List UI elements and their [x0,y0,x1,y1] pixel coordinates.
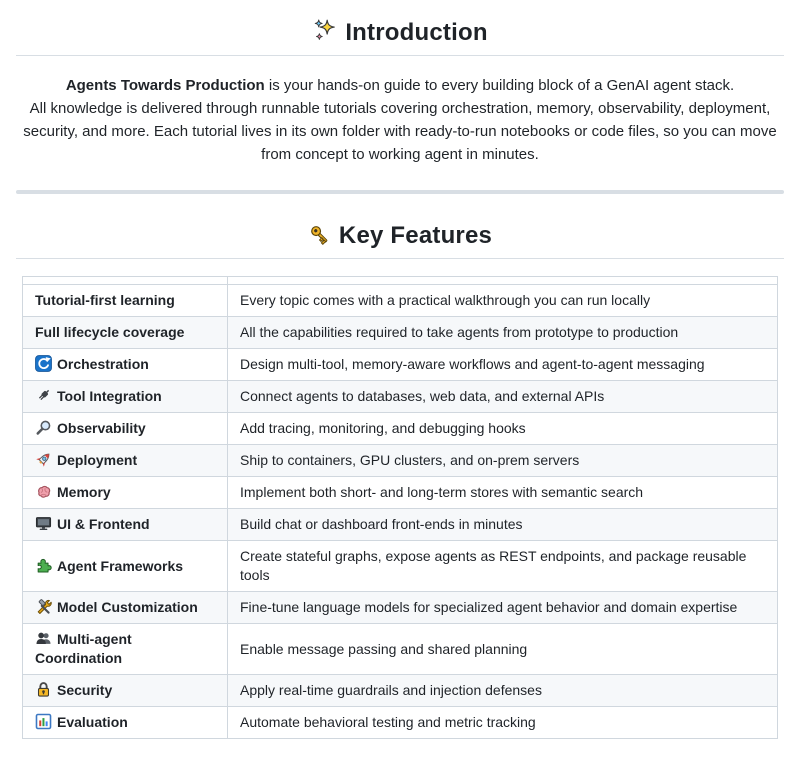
table-row [23,445,778,477]
feature-name-cell [23,707,228,739]
intro-lead-rest: is your hands-on guide to every building block of a GenAI agent stack. [264,77,735,94]
feature-description-cell: Apply real-time guardrails and injection defenses [228,675,778,707]
feature-description-cell: Connect agents to databases, web data, and external APIs [228,381,778,413]
feature-description-cell: Build chat or dashboard front-ends in minutes [228,509,778,541]
feature-description-cell: Enable message passing and shared planning [228,624,778,675]
feature-label: Observability [57,420,146,436]
intro-heading-text: Introduction [345,19,488,46]
feature-label: Tool Integration [57,388,162,404]
feature-label: Deployment [57,452,138,468]
intro-body-text: All knowledge is delivered through runnable tutorials covering orchestration, memory, observability, deployment, security, and more. Each tutorial lives in its own folder with ready-to-run notebooks or code files, so you can move from concept to working agent in minutes. [23,100,777,163]
table-row [23,317,778,349]
feature-name-cell [23,317,228,349]
feature-label: Security [57,682,113,698]
rocket-icon [35,451,52,468]
feature-description-cell: Implement both short- and long-term stores with semantic search [228,477,778,509]
feature-name-cell [23,624,228,675]
feature-name-cell [23,285,228,317]
puzzle-icon [35,557,52,574]
feature-name-cell [23,381,228,413]
feature-label: Agent Frameworks [57,557,184,574]
features-table [22,276,778,739]
feature-description-cell: Add tracing, monitoring, and debugging hooks [228,413,778,445]
tools-icon [35,598,52,615]
brain-icon [35,483,52,500]
table-row [23,285,778,317]
feature-name-cell [23,592,228,624]
feature-description-cell: Fine-tune language models for specialized agent behavior and domain expertise [228,592,778,624]
key-icon [308,223,332,247]
table-row [23,349,778,381]
feature-description-cell: All the capabilities required to take agents from prototype to production [228,317,778,349]
table-row [23,592,778,624]
feature-description-cell: Every topic comes with a practical walkthrough you can run locally [228,285,778,317]
sparkles-icon [312,18,338,44]
table-row [23,624,778,675]
feature-name-cell [23,413,228,445]
intro-paragraph [22,74,778,166]
chart-icon [35,713,52,730]
feature-label: UI & Frontend [57,516,150,532]
monitor-icon [35,515,52,532]
magnifier-icon [35,419,52,436]
table-row [23,541,778,592]
feature-description-cell: Design multi-tool, memory-aware workflows and agent-to-agent messaging [228,349,778,381]
feature-label: Full lifecycle coverage [35,324,185,340]
intro-lead-bold: Agents Towards Production [65,77,265,94]
feature-label: Multi-agent Coordination [35,631,132,666]
features-heading [16,216,784,259]
feature-name-cell [23,541,228,592]
feature-label: Orchestration [57,356,149,372]
features-heading-text: Key Features [338,222,493,249]
feature-description-cell: Ship to containers, GPU clusters, and on-prem servers [228,445,778,477]
table-header-row [23,277,778,285]
table-row [23,381,778,413]
table-row [23,707,778,739]
feature-name-cell [23,675,228,707]
lock-icon [35,681,52,698]
feature-label: Model Customization [57,599,198,615]
intro-heading [16,12,784,56]
feature-name-cell [23,445,228,477]
description-column-header [228,277,778,285]
table-row [23,675,778,707]
table-row [23,413,778,445]
busts-icon [35,630,52,647]
feature-column-header [23,277,228,285]
feature-label: Memory [57,484,111,500]
feature-name-cell [23,509,228,541]
feature-description-cell: Create stateful graphs, expose agents as REST endpoints, and package reusable tools [228,541,778,592]
orchestration-icon [35,355,52,372]
feature-label: Tutorial-first learning [35,292,175,308]
table-row [23,509,778,541]
feature-name-cell [23,349,228,381]
feature-name-cell [23,477,228,509]
feature-description-cell: Automate behavioral testing and metric tracking [228,707,778,739]
table-row [23,477,778,509]
feature-label: Evaluation [57,714,128,730]
plug-icon [35,387,52,404]
section-divider [16,190,784,194]
